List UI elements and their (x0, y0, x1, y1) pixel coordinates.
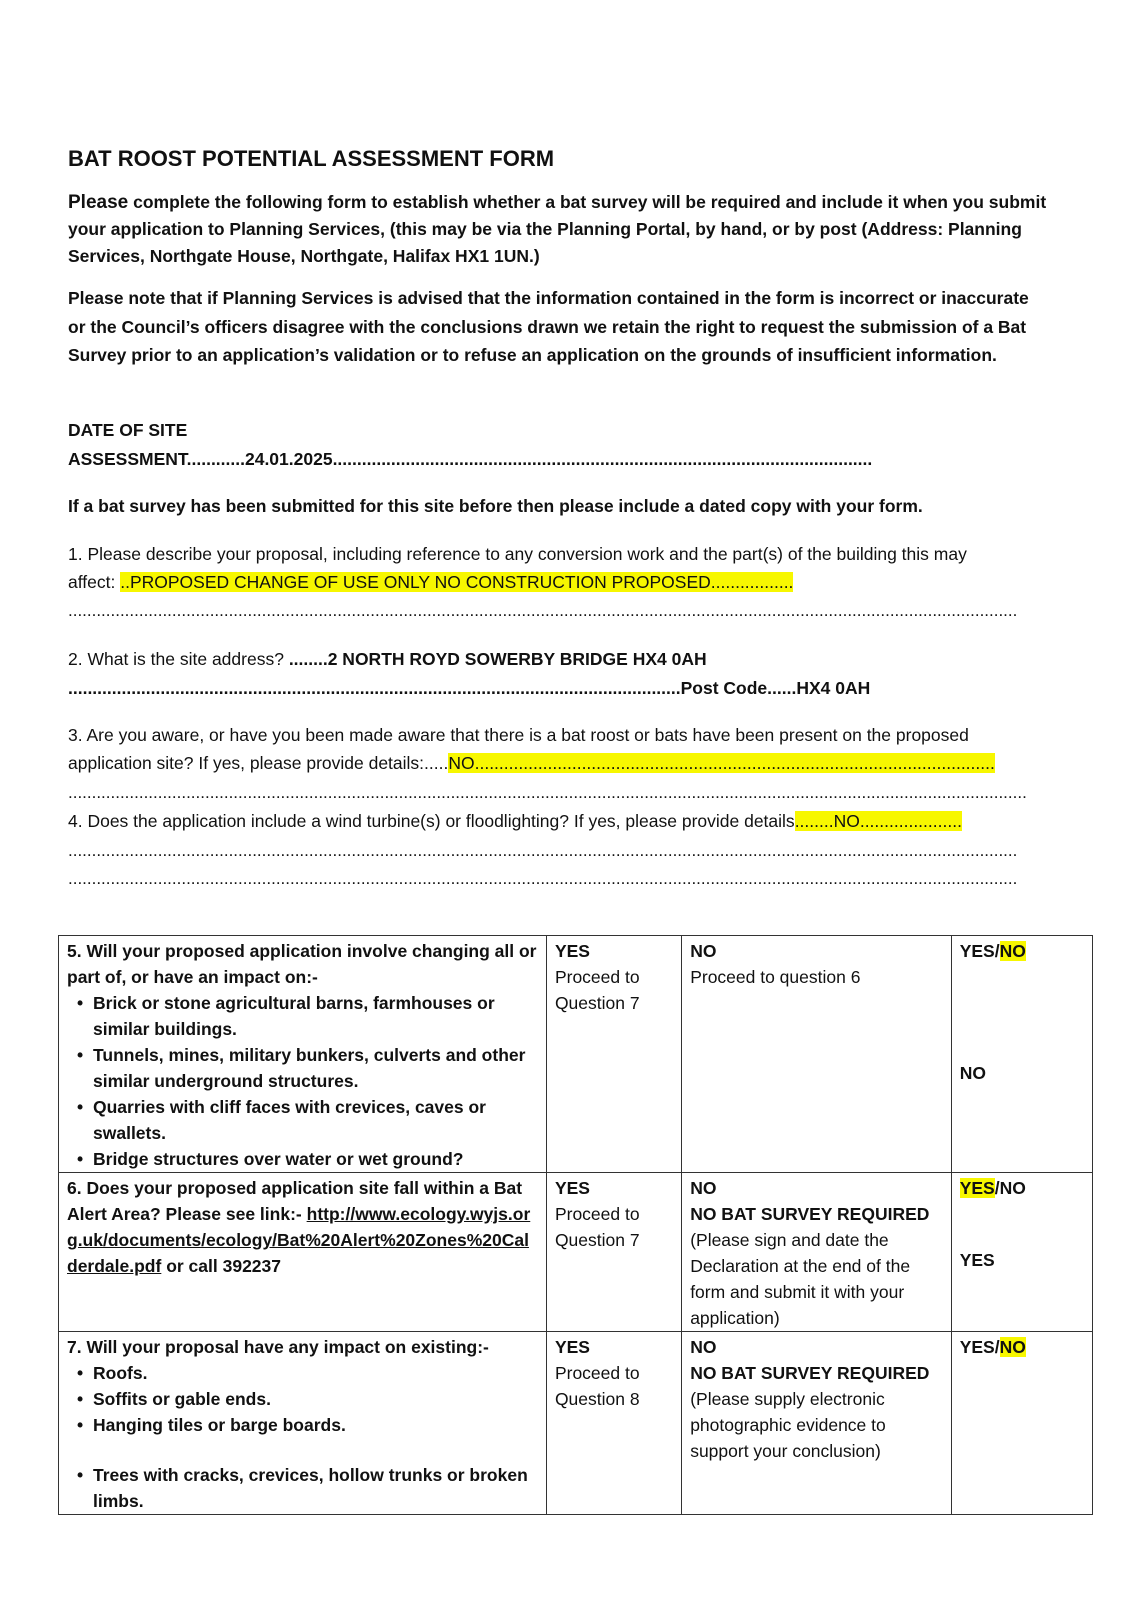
q7-no-label: NO (690, 1337, 717, 1357)
q7-no-cell (682, 1332, 952, 1515)
intro-text: complete the following form to establish whether a bat survey will be required and include it when you submit your application to Planning Services, (this may be via the Planning Portal, by hand, or by post (Address: Planning Services, Northgate House, Northgate, Halifax HX1 1UN.) (68, 192, 1047, 266)
q1-prefix: affect: (68, 572, 121, 592)
q6-question-cell (59, 1173, 547, 1332)
q4-text: 4. Does the application include a wind turbine(s) or floodlighting? If yes, please provide details (68, 811, 795, 831)
q7-bullet-list (67, 1360, 538, 1438)
q6-yes-label: YES (554, 1178, 590, 1198)
q2-line (68, 649, 707, 670)
q6-choice[interactable] (960, 1175, 1084, 1201)
q4-dotline-2: ......................................................................................................................................................................................................... (68, 869, 1018, 888)
q5-bullet: • Tunnels, mines, military bunkers, culverts and other similar underground structures. (85, 1042, 538, 1094)
q5-question-cell (59, 936, 547, 1173)
q6-answer[interactable]: YES (959, 1250, 995, 1270)
q1-answer-line (68, 572, 793, 593)
q7-bullet-list-2 (67, 1462, 538, 1514)
q5-bullet: • Brick or stone agricultural barns, farmhouses or similar buildings. (85, 990, 538, 1042)
q5-answer[interactable]: NO (959, 1063, 986, 1083)
q4-answer[interactable]: ........NO..................... (794, 811, 962, 831)
bat-alert-link[interactable]: http://www.ecology.wyjs.org.uk/documents/ecology/Bat%20Alert%20Zones%20Calderdale.pdf (67, 1204, 531, 1276)
q6-answer-cell[interactable] (951, 1173, 1092, 1332)
date-label: DATE OF SITE (68, 420, 188, 440)
q5-no-action: Proceed to question 6 (690, 967, 861, 987)
q7-bullet: • Hanging tiles or barge boards. (85, 1412, 538, 1438)
q7-yes-cell (546, 1332, 681, 1515)
q7-choice[interactable] (960, 1334, 1084, 1360)
q3-answer-line (68, 753, 1036, 774)
q5-choice-yes: YES/ (959, 941, 1000, 961)
q5-question: 5. Will your proposed application involve changing all or part of, or have an impact on:- (67, 941, 537, 987)
page-title: BAT ROOST POTENTIAL ASSESSMENT FORM (68, 146, 555, 171)
table-row-5 (59, 936, 1093, 1173)
q6-yes-cell (546, 1173, 681, 1332)
q5-answer-cell[interactable] (951, 936, 1092, 1173)
q1-answer[interactable]: ..PROPOSED CHANGE OF USE ONLY NO CONSTRUCTION PROPOSED................. (120, 572, 794, 592)
previous-survey-note: If a bat survey has been submitted for this site before then please include a dated copy with your form. (68, 496, 923, 516)
q7-choice-no: NO (999, 1337, 1026, 1357)
q5-no-label: NO (690, 941, 717, 961)
q3-answer[interactable]: NO........................................................................................................... (448, 753, 995, 773)
intro-lead-word: Please (68, 192, 129, 213)
q3-prefix: application site? If yes, please provide details:..... (68, 753, 449, 773)
q6-choice-yes: YES (959, 1178, 995, 1198)
q7-bullet: • Trees with cracks, crevices, hollow trunks or broken limbs. (85, 1462, 538, 1514)
q6-no-heading: NO BAT SURVEY REQUIRED (690, 1204, 930, 1224)
intro-paragraph (68, 189, 1048, 270)
q6-no-label: NO (690, 1178, 717, 1198)
q5-choice-no: NO (999, 941, 1026, 961)
q4-line (68, 811, 962, 832)
q7-no-heading: NO BAT SURVEY REQUIRED (690, 1363, 930, 1383)
q3-dotline: ........................................................................................................................................................................................................... (68, 783, 1027, 802)
q6-yes-action: Proceed to Question 7 (554, 1204, 640, 1250)
q7-bullet: • Soffits or gable ends. (85, 1386, 538, 1412)
q4-dotline-1: ......................................................................................................................................................................................................... (68, 841, 1018, 860)
q5-bullet-list (67, 990, 538, 1172)
q7-choice-yes: YES/ (959, 1337, 1000, 1357)
q5-choice[interactable] (960, 938, 1084, 964)
q2-postcode-line[interactable]: ..............................................................................................................................Post Code......HX4 0AH (68, 678, 871, 698)
q6-question-tail: or call 392237 (161, 1256, 281, 1276)
q5-yes-action: Proceed to Question 7 (554, 967, 640, 1013)
q5-yes-cell (546, 936, 681, 1173)
q3-text: 3. Are you aware, or have you been made aware that there is a bat roost or bats have been present on the proposed (68, 725, 969, 745)
table-row-7 (59, 1332, 1093, 1515)
q5-bullet: • Bridge structures over water or wet ground? (85, 1146, 538, 1172)
q7-answer-cell[interactable] (951, 1332, 1092, 1515)
q5-no-cell (682, 936, 952, 1173)
q7-no-action: (Please supply electronic photographic evidence to support your conclusion) (690, 1389, 886, 1461)
q1-text: 1. Please describe your proposal, including reference to any conversion work and the part(s) of the building this may (68, 544, 967, 564)
note-paragraph: Please note that if Planning Services is advised that the information contained in the form is incorrect or inaccurate or the Council’s officers disagree with the conclusions drawn we retain the right to request the submission of a Bat Survey prior to an application’s validation or to refuse an application on the grounds of insufficient information. (68, 288, 1029, 365)
q6-choice-no: /NO (994, 1178, 1026, 1198)
q7-yes-label: YES (554, 1337, 590, 1357)
date-value: ASSESSMENT............24.01.2025............................................................................................................... (68, 449, 873, 469)
q7-question: 7. Will your proposal have any impact on existing:- (67, 1337, 489, 1357)
q6-no-cell (682, 1173, 952, 1332)
q6-no-action: (Please sign and date the Declaration at the end of the form and submit it with your application) (690, 1230, 911, 1328)
q5-yes-label: YES (554, 941, 590, 961)
q6-question: 6. Does your proposed application site fall within a Bat Alert Area? Please see link:- (67, 1178, 523, 1224)
q5-bullet: • Quarries with cliff faces with crevices, caves or swallets. (85, 1094, 538, 1146)
q2-text: 2. What is the site address? (68, 649, 289, 669)
q1-dotline: ......................................................................................................................................................................................................... (68, 601, 1018, 620)
q7-yes-action: Proceed to Question 8 (554, 1363, 640, 1409)
table-row-6 (59, 1173, 1093, 1332)
q7-question-cell (59, 1332, 547, 1515)
q7-bullet: • Roofs. (85, 1360, 538, 1386)
questions-table (58, 935, 1093, 1515)
q2-answer[interactable]: ........2 NORTH ROYD SOWERBY BRIDGE HX4 0AH (288, 649, 707, 669)
